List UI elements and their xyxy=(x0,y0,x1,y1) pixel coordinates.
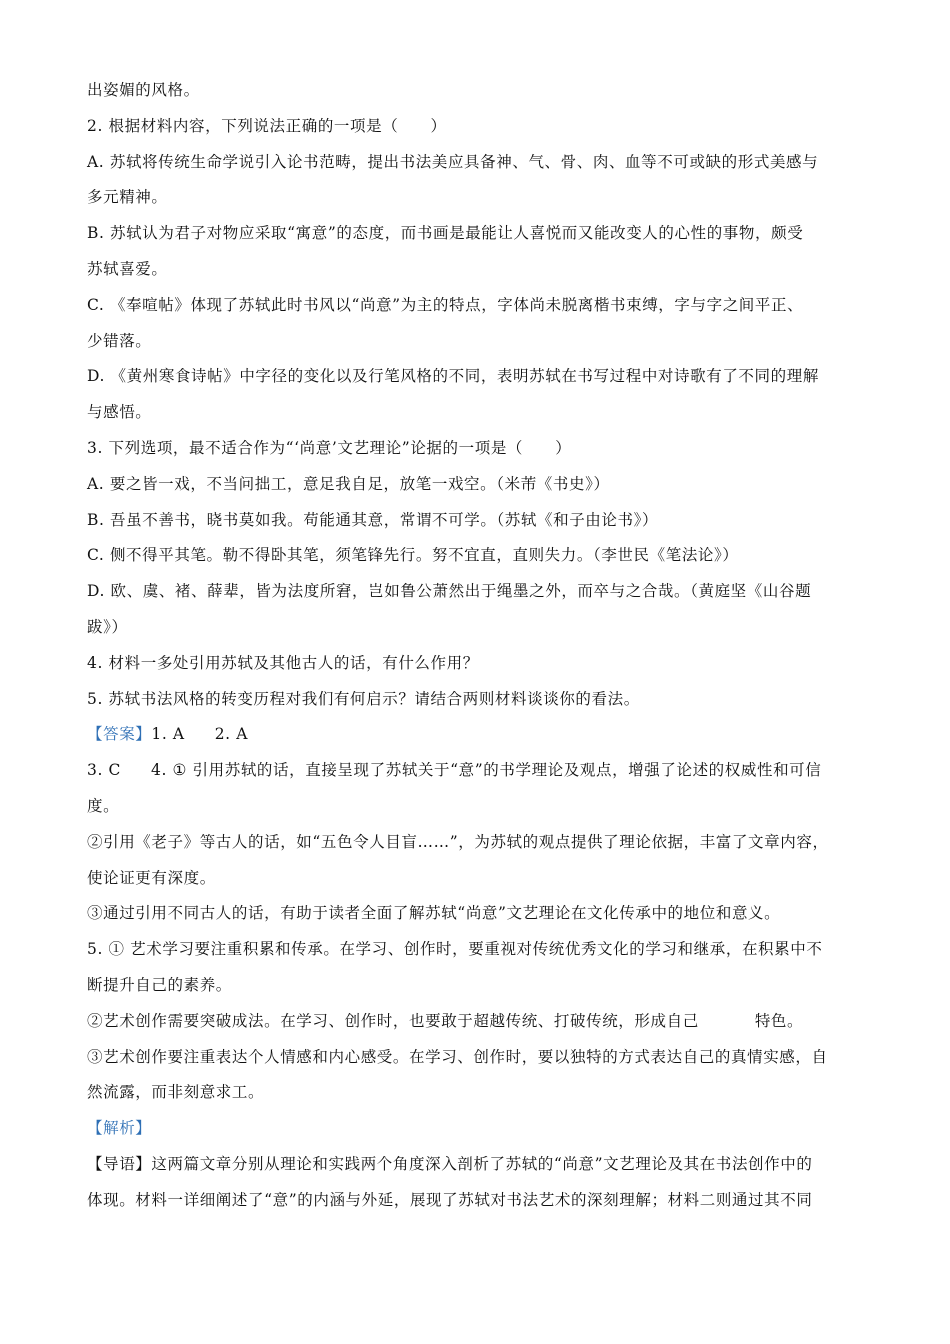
guide-tag: 【导语】 xyxy=(87,1154,152,1173)
option-3d: D. 欧、虞、褚、薛辈，皆为法度所窘，岂如鲁公萧然出于绳墨之外，而卒与之合哉。（黄庭坚《山谷题 xyxy=(87,582,812,601)
guide-line-cont: 体现。材料一详细阐述了“意”的内涵与外延，展现了苏轼对书法艺术的深刻理解；材料二则通过其不同 xyxy=(87,1190,813,1209)
option-3a: A. 要之皆一戏，不当问拙工，意足我自足，放笔一戏空。（米芾《书史》） xyxy=(87,474,610,493)
question-3: 3. 下列选项，最不适合作为“‘尚意’文艺理论”论据的一项是（ ） xyxy=(87,438,572,457)
analysis-line xyxy=(87,1111,877,1147)
answer-4-point-2: ②引用《老子》等古人的话，如“五色令人目盲……”，为苏轼的观点提供了理论依据，丰富了文章内容， xyxy=(87,832,829,851)
answer-line xyxy=(87,717,877,753)
guide-text: 这两篇文章分别从理论和实践两个角度深入剖析了苏轼的“尚意”文艺理论及其在书法创作中的 xyxy=(151,1154,813,1173)
document-page xyxy=(87,73,877,1219)
answer-3: 3. C xyxy=(87,761,121,780)
question-4: 4. 材料一多处引用苏轼及其他古人的话，有什么作用？ xyxy=(87,653,479,672)
answer-4-point-3: ③通过引用不同古人的话，有助于读者全面了解苏轼“尚意”文艺理论在文化传承中的地位和意义。 xyxy=(87,904,781,923)
answer-5-point-2 xyxy=(87,1004,877,1040)
option-2d: D. 《黄州寒食诗帖》中字径的变化以及行笔风格的不同，表明苏轼在书写过程中对诗歌有了不同的理解 xyxy=(87,367,819,386)
answer-5: 5. ① 艺术学习要注重积累和传承。在学习、创作时，要重视对传统优秀文化的学习和继承，在积累中不 xyxy=(87,940,823,959)
answer-2: 2. A xyxy=(214,725,249,744)
text-line: 出姿媚的风格。 xyxy=(87,81,200,99)
answer-5-cont: 断提升自己的素养。 xyxy=(87,975,232,994)
answer-4: 4. ① 引用苏轼的话，直接呈现了苏轼关于“意”的书学理论及观点，增强了论述的权威性和可信 xyxy=(150,761,822,780)
question-5: 5. 苏轼书法风格的转变历程对我们有何启示？请结合两则材料谈谈你的看法。 xyxy=(87,689,640,708)
analysis-tag: 【解析】 xyxy=(87,1119,152,1138)
answer-5-point-2-end: 特色。 xyxy=(754,1011,804,1030)
option-2b-cont: 苏轼喜爱。 xyxy=(87,259,168,278)
option-2c-cont: 少错落。 xyxy=(87,331,152,350)
option-2c: C. 《奉喧帖》体现了苏轼此时书风以“尚意”为主的特点，字体尚未脱离楷书束缚，字与字之间平正、 xyxy=(87,295,804,314)
option-2a: A. 苏轼将传统生命学说引入论书范畴，提出书法美应具备神、气、骨、肉、血等不可或缺的形式美感与 xyxy=(87,152,819,171)
answer-5-point-3: ③艺术创作要注重表达个人情感和内心感受。在学习、创作时，要以独特的方式表达自己的真情实感，自 xyxy=(87,1047,828,1066)
answer-1: 1. A xyxy=(151,725,185,744)
question-2: 2. 根据材料内容，下列说法正确的一项是（ ） xyxy=(87,116,447,135)
answer-tag: 【答案】 xyxy=(87,725,152,744)
option-3b: B. 吾虽不善书，晓书莫如我。苟能通其意，常谓不可学。（苏轼《和子由论书》） xyxy=(87,510,659,529)
option-2b: B. 苏轼认为君子对物应采取“寓意”的态度，而书画是最能让人喜悦而又能改变人的心性的事物，颇受 xyxy=(87,224,804,243)
answer-4-cont: 度。 xyxy=(87,796,120,815)
answer-5-point-3-cont: 然流露，而非刻意求工。 xyxy=(87,1083,265,1102)
option-2a-cont: 多元精神。 xyxy=(87,188,168,207)
answer-5-point-2-text: ②艺术创作需要突破成法。在学习、创作时，也要敢于超越传统、打破传统，形成自己 xyxy=(87,1011,699,1030)
answer-3-4-line xyxy=(87,753,877,789)
option-3c: C. 侧不得平其笔。勒不得卧其笔，须笔锋先行。努不宜直，直则失力。（李世民《笔法论》） xyxy=(87,546,739,565)
option-3d-cont: 跋》） xyxy=(87,617,128,636)
guide-line xyxy=(87,1147,877,1183)
option-2d-cont: 与感悟。 xyxy=(87,403,152,422)
answer-4-point-2-cont: 使论证更有深度。 xyxy=(87,868,216,887)
